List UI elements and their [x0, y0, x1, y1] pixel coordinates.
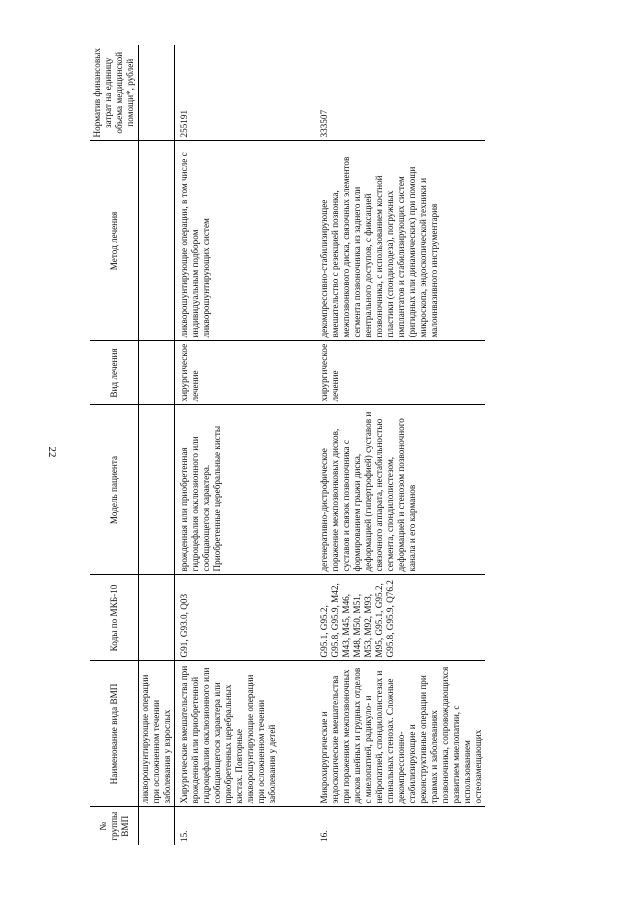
header-patient-model: Модель пациента — [90, 405, 139, 575]
vmp-table — [90, 45, 485, 845]
cell-patient-model: врожденная или приобретенная гидроцефалия окклюзионного или сообщающегося характера. Приобретенные церебральные кисты — [175, 405, 315, 575]
cell-vmp-name: Хирургические вмешательства при врожденной или приобретенной гидроцефалии окклюзионного или сообщающегося характера или приобретенных церебральных кистах. Повторные ликворошунтирующие операции при осложненном течении заболевания у детей — [175, 661, 315, 807]
table-row-continuation — [139, 45, 175, 845]
header-cost-norm: Норматив финансовых затрат на единицу объема медицинской помощи*, рублей — [90, 45, 139, 141]
cell-group-no: 15. — [179, 830, 189, 842]
header-treatment-method: Метод лечения — [90, 141, 139, 341]
cell-icd-codes: G95.1, G95.2, G95.8, G95.9, M42, M43, M45, M46, M48, M50, M51, M53, M92, M93, M95, G95.1, G95.2, G95.8, G95.9, Q76.2 — [315, 575, 485, 661]
cell-treatment-method: ликворошунтирующие операции, в том числе с индивидуальным подбором ликворошунтирующих систем — [175, 141, 315, 341]
cell-cost-norm: 333507 — [315, 45, 485, 141]
cell-patient-model: дегенеративно-дистрофическое поражение межпозвонковых дисков, суставов и связок позвоночника с формированием грыжи диска, деформацией (гипертрофией) суставов и связочного аппарата, нестабильностью сегмента, спондилолистезом, деформацией и стенозом позвоночного канала и его карманов — [315, 405, 485, 575]
cell-patient-model — [139, 405, 175, 575]
header-icd-codes: Коды по МКБ-10 — [90, 575, 139, 661]
table-header-row — [90, 45, 139, 845]
cell-icd-codes: G91, G93.0, Q03 — [175, 575, 315, 661]
page-number: 22 — [46, 446, 58, 458]
cell-vmp-name: ликворошунтирующие операции при осложненном течении заболевания у взрослых — [139, 661, 175, 807]
table-row-16 — [315, 45, 485, 845]
cell-treatment-type — [139, 341, 175, 405]
cell-treatment-method: декомпрессивно-стабилизирующее вмешательство с резекцией позвонка, межпозвонкового диска, связочных элементов сегмента позвоночника из заднего или вентрального доступов, с фиксацией позвоночника, с использованием костной пластики (спондилодеза), погружных имплантатов и стабилизирующих систем (ригидных или динамических) при помощи микроскопа, эндоскопической техники и малоинвазивного инструментария — [315, 141, 485, 341]
cell-treatment-type: хирургическое лечение — [175, 341, 315, 405]
cell-treatment-type: хирургическое лечение — [315, 341, 485, 405]
header-vmp-name: Наименование вида ВМП — [90, 661, 139, 807]
cell-group-no: 16. — [318, 830, 329, 842]
cell-group-no — [139, 807, 175, 845]
cell-cost-norm — [139, 45, 175, 141]
header-group-no: № группы ВМП — [90, 807, 139, 845]
rotated-page-frame — [90, 45, 630, 845]
header-treatment-type: Вид лечения — [90, 341, 139, 405]
cell-cost-norm: 255191 — [175, 45, 315, 141]
cell-treatment-method — [139, 141, 175, 341]
vmp-table-sheet — [90, 45, 630, 845]
cell-icd-codes — [139, 575, 175, 661]
cell-vmp-name: Микрохирургические и эндоскопические вмешательства при поражениях межпозвоночных дисков шейных и грудных отделов с миелопатией, радикуло- и нейропатией, спондилолистезах и спинальных стенозах. Сложные декомпрессионно-стабилизирующие и реконструктивные операции при травмах и заболеваниях позвоночника, сопровождающихся развитием миелопатии, с использованием остеозамещающих — [315, 661, 485, 807]
table-row-15 — [175, 45, 315, 845]
